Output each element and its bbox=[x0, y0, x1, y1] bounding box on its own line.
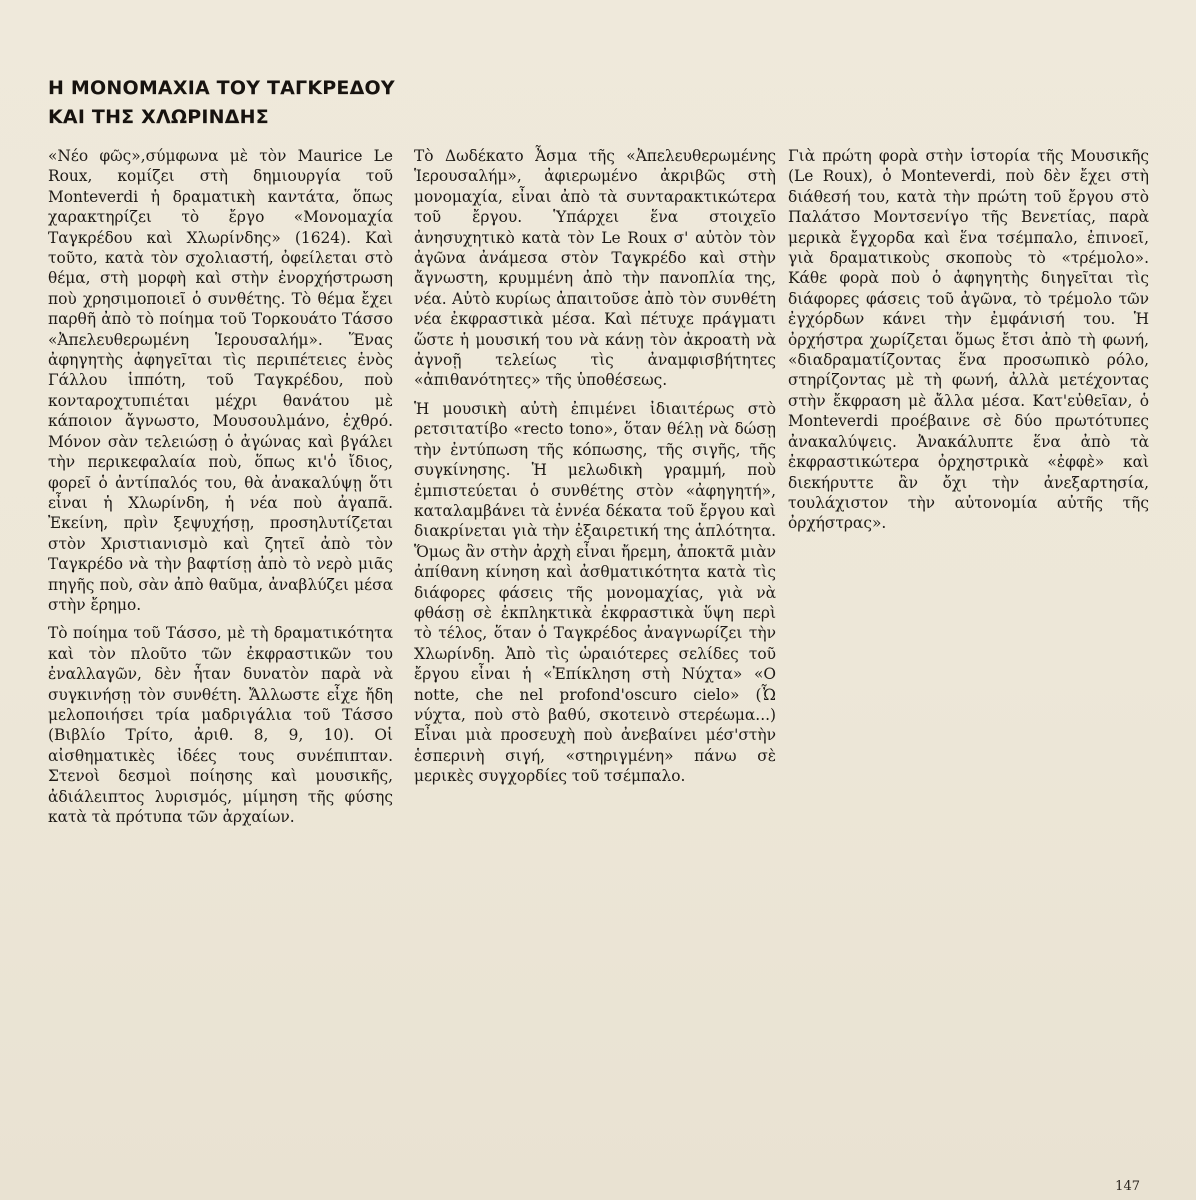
paragraph: Τὸ Δωδέκατο Ἆσμα τῆς «Ἀπελευθερωμένης Ἱερουσαλήμ», ἀφιερωμένο ἀκριβῶς στὴ μονομαχία, εἶναι ἀπὸ τὰ συνταρακτικώτερα τοῦ ἔργου. Ὑπάρχει ἕνα στοιχεῖο ἀνησυχητικὸ κατὰ τὸν Le Roux σ' αὐτὸν τὸν ἀγῶνα ἀνάμεσα στὸν Ταγκρέδο καὶ στὴν ἄγνωστη, κρυμμένη ἀπὸ τὴν πανοπλία της, νέα. Αὐτὸ κυρίως ἀπαιτοῦσε ἀπὸ τὸν συνθέτη νέα ἐκφραστικὰ μέσα. Καὶ πέτυχε πράγματι ὥστε ἡ μουσική του νὰ κάνῃ τὸν ἀκροατὴ νὰ ἀγνοῇ τελείως τὶς ἀναμφισβήτητες «ἀπιθανότητες» τῆς ὑποθέσεως. bbox=[414, 147, 776, 390]
title-line-1: Η ΜΟΝΟΜΑΧΙΑ ΤΟΥ ΤΑΓΚΡΕΔΟΥ bbox=[48, 77, 395, 99]
article-title bbox=[48, 74, 395, 132]
text-column-3 bbox=[788, 146, 1149, 542]
paragraph: Ἡ μουσικὴ αὐτὴ ἐπιμένει ἰδιαιτέρως στὸ ρετσιτατίβο «recto tono», ὅταν θέλῃ νὰ δώσῃ τὴν ἐντύπωση τῆς κόπωσης, τῆς σιγῆς, τῆς συγκίνησης. Ἡ μελωδικὴ γραμμή, ποὺ ἐμπιστεύεται ὁ συνθέτης στὸν «ἀφηγητή», καταλαμβάνει τὰ ἐννέα δέκατα τοῦ ἔργου καὶ διακρίνεται γιὰ τὴν ἐξαιρετική της ἁπλότητα. Ὅμως ἂν στὴν ἀρχὴ εἶναι ἤρεμη, ἀποκτᾶ μιὰν ἀπίθανη κίνηση καὶ ἀσθματικότητα κατὰ τὶς διάφορες φάσεις τῆς μονομαχίας, γιὰ νὰ φθάσῃ σὲ ἐκπληκτικὰ ἐκφραστικὰ ὕψη περὶ τὸ τέλος, ὅταν ὁ Ταγκρέδος ἀναγνωρίζει τὴν Χλωρίνδη. Ἀπὸ τὶς ὡραιότερες σελίδες τοῦ ἔργου εἶναι ἡ «Ἐπίκληση στὴ Νύχτα» «O notte, che nel profond'oscuro cielo» (Ὦ νύχτα, ποὺ στὸ βαθύ, σκοτεινὸ στερέωμα...) Εἶναι μιὰ προσευχὴ ποὺ ἀνεβαίνει μέσ'στὴν ἑσπερινὴ σιγή, «στηριγμένη» πάνω σὲ μερικὲς συγχορδίες τοῦ τσέμπαλο. bbox=[414, 399, 776, 786]
text-column-1 bbox=[48, 146, 393, 835]
title-line-2: ΚΑΙ ΤΗΣ ΧΛΩΡΙΝΔΗΣ bbox=[48, 106, 269, 128]
paragraph: Τὸ ποίημα τοῦ Τάσσο, μὲ τὴ δραματικότητα καὶ τὸν πλοῦτο τῶν ἐκφραστικῶν του ἐναλλαγῶν, δὲν ἦταν δυνατὸν παρὰ νὰ συγκινήσῃ τὸν συνθέτη. Ἄλλωστε εἶχε ἤδη μελοποιήσει τρία μαδριγάλια τοῦ Τάσσο (Βιβλίο Τρίτο, ἀριθ. 8, 9, 10). Οἱ αἰσθηματικὲς ἰδέες τους συνέπιπταν. Στενοὶ δεσμοὶ ποίησης καὶ μουσικῆς, ἀδιάλειπτος λυρισμός, μίμηση τῆς φύσης κατὰ τὰ πρότυπα τῶν ἀρχαίων. bbox=[48, 624, 393, 826]
page-number: 147 bbox=[1115, 1179, 1140, 1194]
text-column-2 bbox=[414, 146, 776, 795]
paragraph: «Νέο φῶς»,σύμφωνα μὲ τὸν Maurice Le Roux, κομίζει στὴ δημιουργία τοῦ Monteverdi ἡ δραματικὴ καντάτα, ὅπως χαρακτηρίζει τὸ ἔργο «Μονομαχία Ταγκρέδου καὶ Χλωρίνδης» (1624). Καὶ τοῦτο, κατὰ τὸν σχολιαστή, ὀφείλεται στὸ θέμα, στὴ μορφὴ καὶ στὴν ἐνορχήστρωση ποὺ χρησιμοποιεῖ ὁ συνθέτης. Τὸ θέμα ἔχει παρθῆ ἀπὸ τὸ ποίημα τοῦ Τορκουάτο Τάσσο «Ἀπελευθερωμένη Ἱερουσαλήμ». Ἕνας ἀφηγητὴς ἀφηγεῖται τὶς περιπέτειες ἑνὸς Γάλλου ἱππότη, τοῦ Ταγκρέδου, ποὺ κονταροχτυπιέται μέχρι θανάτου μὲ κάποιον ἄγνωστο, Μουσουλμάνο, ἐχθρό. Μόνον σὰν τελειώσῃ ὁ ἀγώνας καὶ βγάλει τὴν περικεφαλαία ποὺ, ὅπως κι'ὁ ἴδιος, φορεῖ ὁ ἀντίπαλός του, θὰ ἀνακαλύψῃ ὅτι εἶναι ἡ Χλωρίνδη, ἡ νέα ποὺ ἀγαπᾶ. Ἐκείνη, πρὶν ξεψυχήσῃ, προσηλυτίζεται στὸν Χριστιανισμὸ καὶ ζητεῖ ἀπὸ τὸν Ταγκρέδο νὰ τὴν βαφτίσῃ ἀπὸ τὸ νερὸ μιᾶς πηγῆς ποὺ, σὰν ἀπὸ θαῦμα, ἀναβλύζει μέσα στὴν ἔρημο. bbox=[48, 147, 393, 614]
paragraph: Γιὰ πρώτη φορὰ στὴν ἱστορία τῆς Μουσικῆς (Le Roux), ὁ Monteverdi, ποὺ δὲν ἔχει στὴ διάθεσή του, κατὰ τὴν πρώτη τοῦ ἔργου στὸ Παλάτσο Μοντσενίγο τῆς Βενετίας, παρὰ μερικὰ ἔγχορδα καὶ ἕνα τσέμπαλο, ἐπινοεῖ, γιὰ δραματικοὺς σκοποὺς τὸ «τρέμολο». Κάθε φορὰ ποὺ ὁ ἀφηγητὴς διηγεῖται τὶς διάφορες φάσεις τοῦ ἀγῶνα, τὸ τρέμολο τῶν ἐγχόρδων κάνει τὴν ἐμφάνισή του. Ἡ ὀρχήστρα χωρίζεται ὅμως ἔτσι ἀπὸ τὴ φωνή, «διαδραματίζοντας ἕνα προσωπικὸ ρόλο, στηρίζοντας μὲ τὴ φωνή, ἀλλὰ μετέχοντας στὴν ἔκφραση μὲ ἄλλα μέσα. Κατ'εὐθεῖαν, ὁ Monteverdi προέβαινε σὲ δύο πρωτότυπες ἀνακαλύψεις. Ἀνακάλυπτε ἕνα ἀπὸ τὰ ἐκφραστικώτερα ὀρχηστρικὰ «ἐφφὲ» καὶ διεκήρυττε ἂν ὄχι τὴν ἀνεξαρτησία, τουλάχιστον τὴν αὐτονομία αὐτῆς τῆς ὀρχήστρας». bbox=[788, 147, 1149, 533]
